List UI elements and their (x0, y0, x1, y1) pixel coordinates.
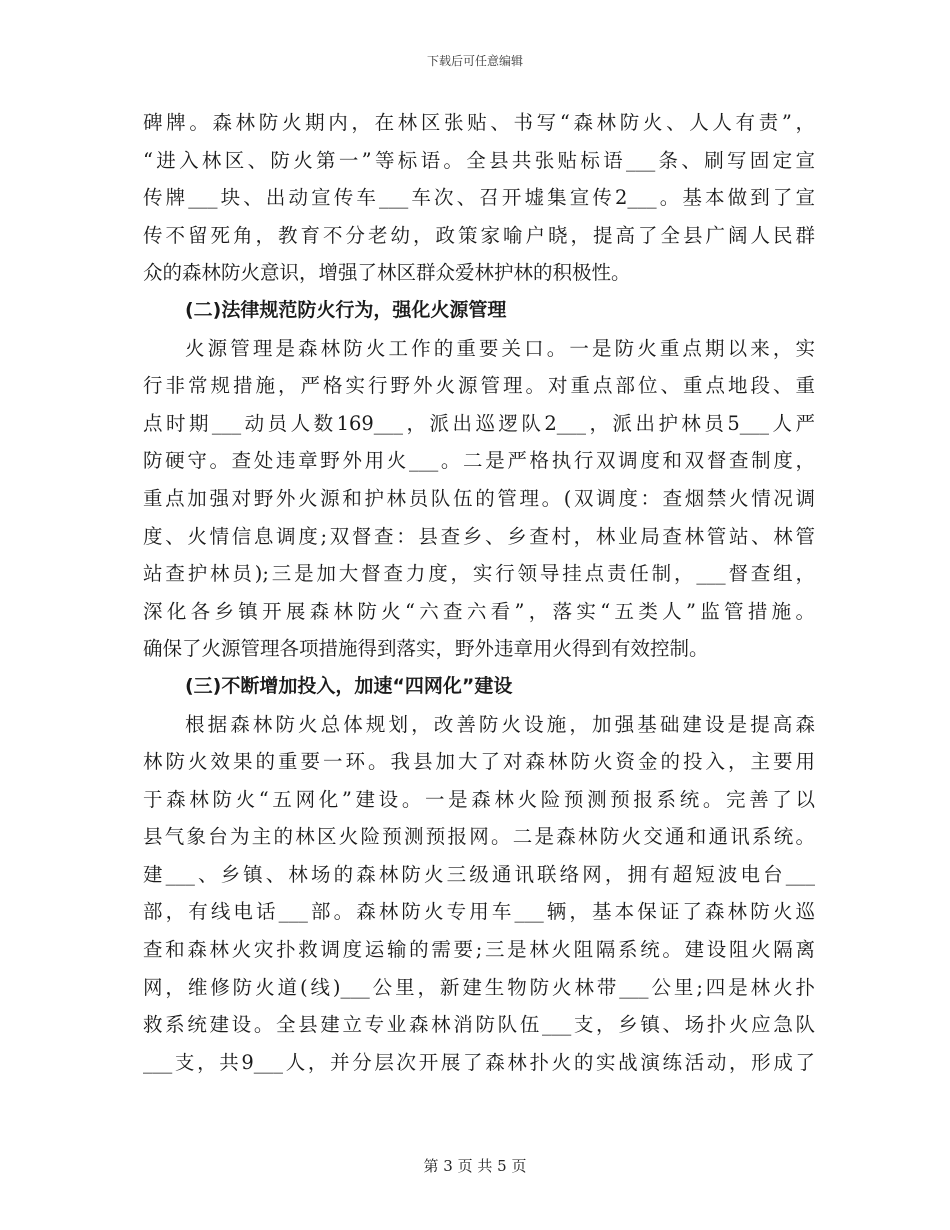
paragraph-line: 于森林防火“五网化”建设。一是森林火险预测预报系统。完善了以 (143, 787, 815, 811)
paragraph-line: 行非常规措施，严格实行野外火源管理。对重点部位、重点地段、重 (143, 374, 815, 398)
paragraph-line: 深化各乡镇开展森林防火“六查六看”，落实“五类人”监管措施。 (143, 599, 815, 623)
paragraph-line: 重点加强对野外火源和护林员队伍的管理。(双调度：查烟禁火情况调 (143, 486, 815, 510)
paragraph-line: 度、火情信息调度;双督查：县查乡、乡查村，林业局查林管站、林管 (143, 524, 815, 548)
body-text (143, 104, 815, 1081)
paragraph-line: 点时期___动员人数169___，派出巡逻队2___，派出护林员5___人严 (143, 411, 815, 435)
paragraph-line: 火源管理是森林防火工作的重要关口。一是防火重点期以来，实 (185, 336, 815, 360)
section-heading: (二)法律规范防火行为，强化火源管理 (185, 298, 507, 321)
paragraph-line: 防硬守。查处违章野外用火___。二是严格执行双调度和双督查制度， (143, 449, 815, 473)
paragraph-line: 查和森林火灾扑救调度运输的需要;三是林火阻隔系统。建设阻火隔离 (143, 938, 815, 962)
paragraph-line: 网，维修防火道(线)___公里，新建生物防火林带___公里;四是林火扑 (143, 975, 815, 999)
paragraph-line: 部，有线电话___部。森林防火专用车___辆，基本保证了森林防火巡 (143, 900, 815, 924)
paragraph-line: 建___、乡镇、林场的森林防火三级通讯联络网，拥有超短波电台___ (143, 862, 815, 886)
paragraph-line: 救系统建设。全县建立专业森林消防队伍___支，乡镇、场扑火应急队 (143, 1013, 815, 1037)
paragraph-line: 县气象台为主的林区火险预测预报网。二是森林防火交通和通讯系统。 (143, 825, 815, 849)
paragraph-line: “进入林区、防火第一”等标语。全县共张贴标语___条、刷写固定宣 (143, 148, 815, 172)
header-note: 下载后可任意编辑 (426, 54, 523, 68)
paragraph-line: 传牌___块、出动宣传车___车次、召开墟集宣传2___。基本做到了宣 (143, 186, 815, 210)
paragraph-line: 林防火效果的重要一环。我县加大了对森林防火资金的投入，主要用 (143, 750, 815, 774)
paragraph-line: 众的森林防火意识，增强了林区群众爱林护林的积极性。 (143, 261, 631, 285)
section-heading: (三)不断增加投入，加速“四网化”建设 (185, 674, 513, 697)
paragraph-line: 传不留死角，教育不分老幼，政策家喻户晓，提高了全县广阔人民群 (143, 223, 815, 247)
paragraph-line: ___支，共9___人，并分层次开展了森林扑火的实战演练活动，形成了 (143, 1050, 815, 1074)
page-number-footer: 第 3 页 共 5 页 (423, 1157, 527, 1175)
paragraph-line: 确保了火源管理各项措施得到落实，野外违章用火得到有效控制。 (143, 637, 709, 661)
paragraph-line: 站查护林员);三是加大督查力度，实行领导挂点责任制，___督查组， (143, 562, 815, 586)
paragraph-line: 碑牌。森林防火期内，在林区张贴、书写“森林防火、人人有责”， (143, 111, 815, 134)
paragraph-line: 根据森林防火总体规划，改善防火设施，加强基础建设是提高森 (185, 712, 815, 736)
